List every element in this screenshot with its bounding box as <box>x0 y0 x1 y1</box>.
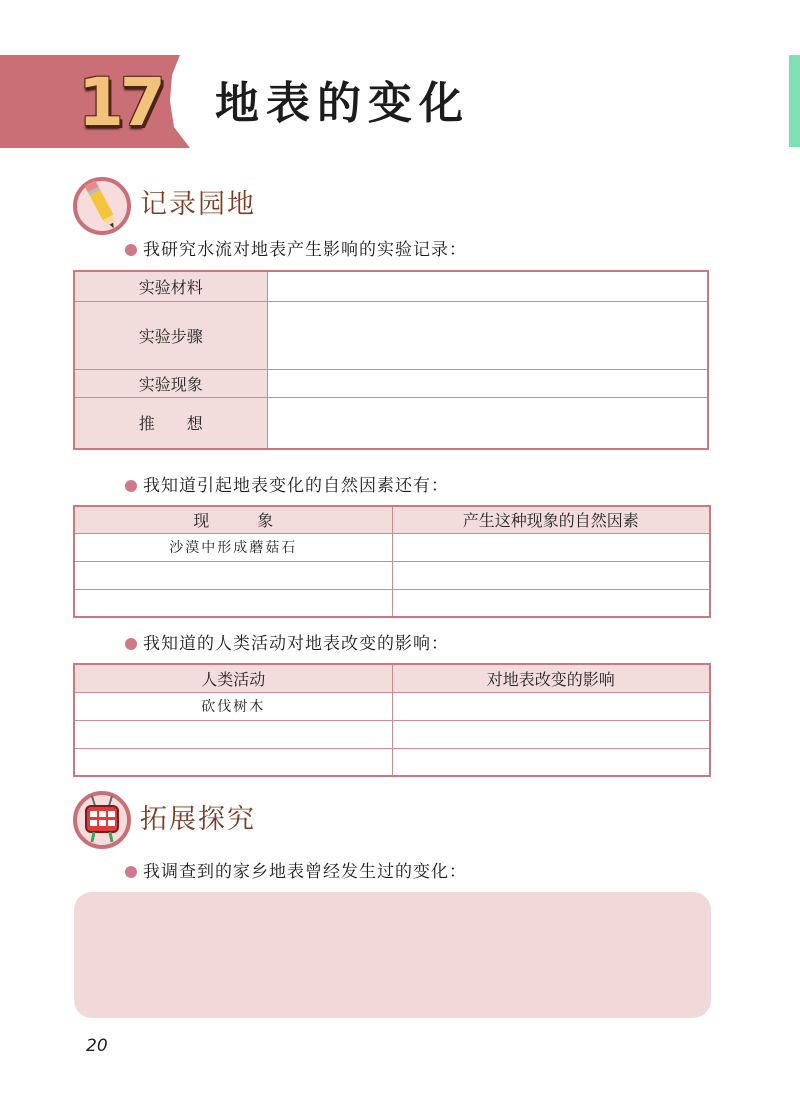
pencil-icon <box>72 176 132 236</box>
section-title-explore: 拓展探究 <box>140 804 256 835</box>
side-tab-marker <box>789 55 800 147</box>
answer-cell-steps[interactable] <box>267 301 708 369</box>
column-header: 现 象 <box>74 506 392 533</box>
table-row <box>74 589 710 617</box>
table-header-row <box>74 664 710 692</box>
answer-cell[interactable] <box>74 561 392 589</box>
answer-cell-phenomenon[interactable] <box>267 369 708 397</box>
bullet-dot <box>125 866 137 878</box>
answer-cell[interactable] <box>74 720 392 748</box>
human-activity-table <box>73 663 711 777</box>
answer-cell[interactable] <box>392 533 710 561</box>
bullet-dot <box>125 244 137 256</box>
answer-cell[interactable] <box>392 720 710 748</box>
natural-factors-table <box>73 505 711 618</box>
section-title-record: 记录园地 <box>140 189 256 220</box>
row-label: 实验步骤 <box>74 301 267 369</box>
bullet-human-activity <box>125 631 449 657</box>
bullet-text: 我知道引起地表变化的自然因素还有： <box>143 476 449 496</box>
row-label: 实验现象 <box>74 369 267 397</box>
bullet-text: 我调查到的家乡地表曾经发生过的变化： <box>143 862 467 882</box>
table-row <box>74 271 708 301</box>
bullet-dot <box>125 480 137 492</box>
hometown-answer-box[interactable] <box>74 892 711 1018</box>
column-header: 对地表改变的影响 <box>392 664 710 692</box>
bullet-text: 我研究水流对地表产生影响的实验记录： <box>143 240 467 260</box>
experiment-table <box>73 270 709 450</box>
bullet-text: 我知道的人类活动对地表改变的影响： <box>143 634 449 654</box>
chapter-number: 17 <box>78 64 162 141</box>
column-header: 人类活动 <box>74 664 392 692</box>
table-row <box>74 720 710 748</box>
table-header-row <box>74 506 710 533</box>
page-number: 20 <box>86 1036 108 1056</box>
table-row <box>74 748 710 776</box>
answer-cell[interactable] <box>392 561 710 589</box>
bullet-hometown <box>125 859 467 885</box>
chapter-title: 地表的变化 <box>215 78 470 129</box>
table-row <box>74 561 710 589</box>
answer-cell[interactable] <box>74 748 392 776</box>
row-label: 实验材料 <box>74 271 267 301</box>
column-header: 产生这种现象的自然因素 <box>392 506 710 533</box>
table-row <box>74 692 710 720</box>
bullet-dot <box>125 638 137 650</box>
row-label: 推 想 <box>74 397 267 449</box>
answer-cell[interactable] <box>392 748 710 776</box>
answer-cell[interactable] <box>392 589 710 617</box>
table-row <box>74 397 708 449</box>
table-row <box>74 301 708 369</box>
answer-cell-hypothesis[interactable] <box>267 397 708 449</box>
table-row <box>74 533 710 561</box>
answer-cell[interactable] <box>74 589 392 617</box>
answer-cell-materials[interactable] <box>267 271 708 301</box>
robot-icon <box>72 790 132 850</box>
phenomenon-cell: 沙漠中形成蘑菇石 <box>74 533 392 561</box>
bullet-experiment <box>125 237 467 263</box>
bullet-natural-factors <box>125 473 449 499</box>
activity-cell: 砍伐树木 <box>74 692 392 720</box>
table-row <box>74 369 708 397</box>
answer-cell[interactable] <box>392 692 710 720</box>
